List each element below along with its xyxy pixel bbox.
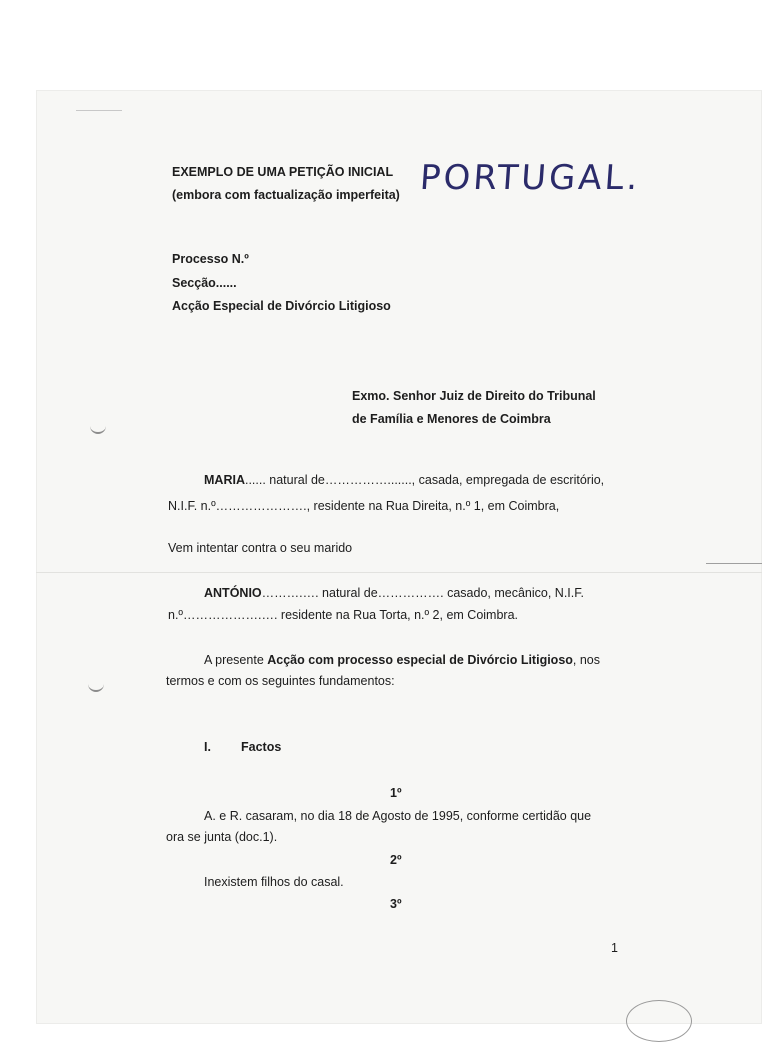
seccao-label: Secção...... — [172, 276, 237, 290]
article-number: 2º — [390, 853, 402, 867]
presente-line-2: termos e com os seguintes fundamentos: — [166, 674, 395, 688]
defendant-details: ……….…. natural de……………. casado, mecânico, N.I.F. — [261, 586, 584, 600]
defendant-line-1 — [204, 585, 584, 601]
defendant-line-2: n.º……………….…. residente na Rua Torta, n.º 2, em Coimbra. — [168, 608, 518, 622]
punch-hole-mark — [90, 418, 106, 434]
plaintiff-name: MARIA — [204, 473, 245, 487]
fold-crease — [36, 572, 762, 573]
article-number: 1º — [390, 786, 402, 800]
document-subtitle: (embora com factualização imperfeita) — [172, 188, 400, 202]
section-number: I. — [204, 740, 211, 754]
article-text: A. e R. casaram, no dia 18 de Agosto de 1995, conforme certidão que — [204, 809, 592, 823]
article-text: ora se junta (doc.1). — [166, 830, 278, 844]
scan-mark — [76, 110, 122, 111]
section-title: Factos — [241, 740, 282, 754]
scan-mark — [626, 1000, 692, 1042]
document-title: EXEMPLO DE UMA PETIÇÃO INICIAL — [172, 165, 394, 179]
accao-label: Acção Especial de Divórcio Litigioso — [172, 299, 391, 313]
article-text: Inexistem filhos do casal. — [204, 875, 344, 889]
presente-line-1: A presente Acção com processo especial de Divórcio Litigioso, nos — [204, 653, 601, 667]
plaintiff-line-2: N.I.F. n.º…………………., residente na Rua Direita, n.º 1, em Coimbra, — [168, 499, 560, 513]
page-number: 1 — [611, 941, 618, 955]
document-page — [36, 90, 762, 1024]
plaintiff-line-1 — [204, 472, 624, 488]
addressee-line-2: de Família e Menores de Coimbra — [352, 412, 551, 426]
handwritten-note: PORTUGAL. — [418, 158, 642, 198]
scan-mark — [706, 563, 762, 564]
processo-label: Processo N.º — [172, 252, 249, 266]
addressee-line-1: Exmo. Senhor Juiz de Direito do Tribunal — [352, 389, 596, 403]
plaintiff-details: ...... natural de……………......., casada, empregada de escritório, — [244, 473, 605, 487]
vem-intentar-text: Vem intentar contra o seu marido — [168, 541, 353, 555]
article-number: 3º — [390, 897, 402, 911]
punch-hole-mark — [88, 676, 104, 692]
action-type: Acção com processo especial de Divórcio Litigioso — [267, 653, 573, 667]
defendant-name: ANTÓNIO — [204, 586, 262, 600]
